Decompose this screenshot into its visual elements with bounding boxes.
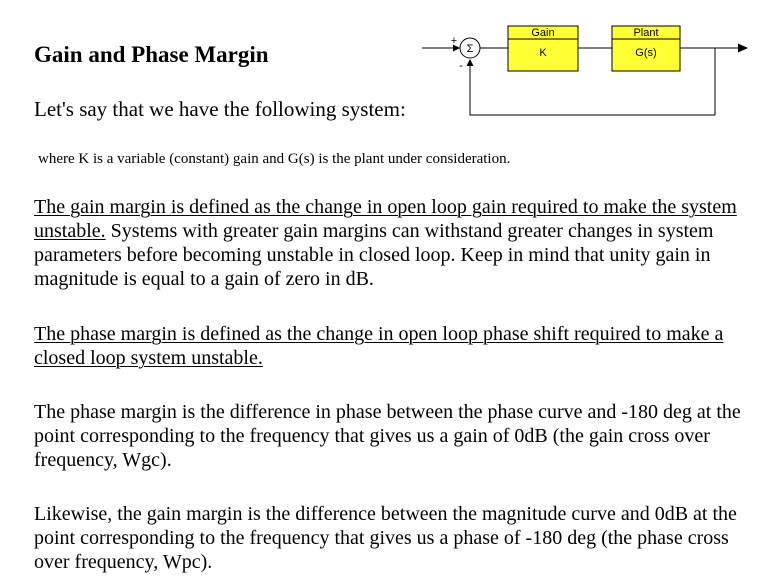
- gain-margin-detail: Likewise, the gain margin is the difference between the magnitude curve and 0dB at the point corresponding to the frequency that gives us a phase of -180 deg (the phase cross over frequency, Wpc).: [34, 503, 737, 573]
- plant-block-header: Plant: [633, 27, 659, 39]
- output-arrowhead: [738, 44, 748, 53]
- phase-margin-paragraph: [34, 322, 762, 370]
- intro-text: Let's say that we have the following system:: [34, 97, 406, 121]
- plus-sign: +: [450, 35, 458, 47]
- gain-margin-explanation: Systems with greater gain margins can withstand greater changes in system parameters before becoming unstable in closed loop. Keep in mind that unity gain in magnitude is equal to a gain of zero in dB.: [34, 220, 714, 290]
- plant-block-body: G(s): [635, 47, 657, 59]
- gain-block-header: Gain: [531, 27, 555, 39]
- feedback-arrowhead: [467, 59, 474, 66]
- gain-block-body: K: [539, 47, 547, 59]
- gain-margin-definition: The gain margin is defined as the change in open loop gain required to make the system unstable.: [34, 196, 737, 242]
- phase-margin-detail: The phase margin is the difference in phase between the phase curve and -180 deg at the point corresponding to the frequency that gives us a gain of 0dB (the gain cross over frequency, Wgc).: [34, 401, 741, 471]
- page-title: Gain and Phase Margin: [34, 42, 269, 67]
- block-diagram: [420, 22, 760, 126]
- sum-symbol: Σ: [466, 43, 474, 55]
- minus-sign: -: [459, 60, 463, 72]
- system-note: where K is a variable (constant) gain and G(s) is the plant under consideration.: [38, 151, 511, 167]
- phase-margin-definition: The phase margin is defined as the change in open loop phase shift required to make a closed loop system unstable.: [34, 323, 724, 369]
- gain-margin-paragraph: [34, 195, 762, 291]
